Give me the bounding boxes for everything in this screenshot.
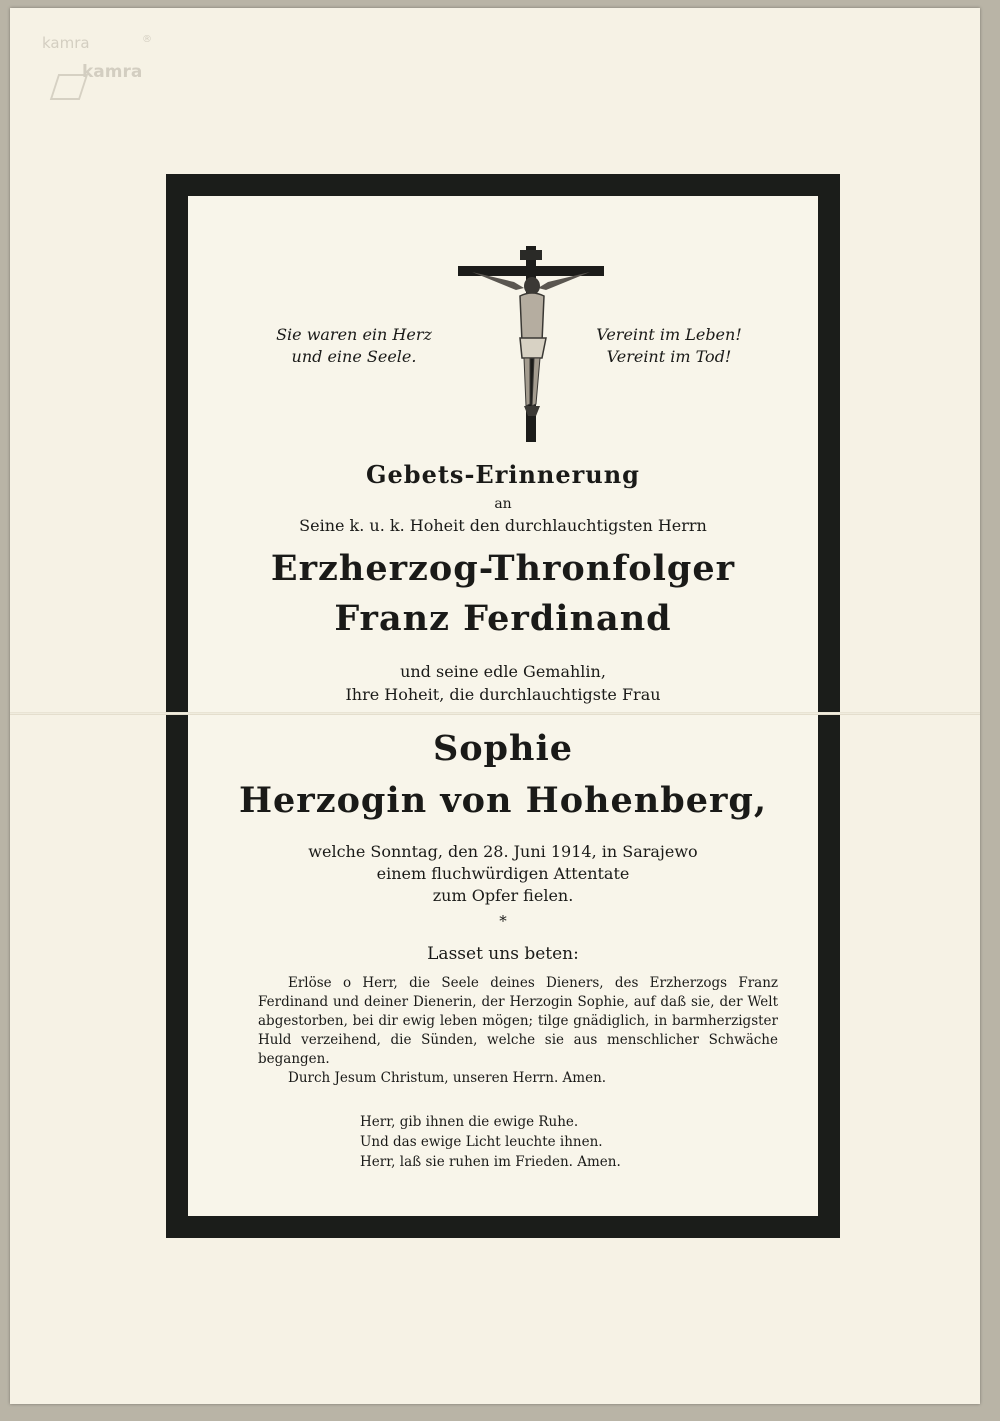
watermark-main-text: kamra [82,62,143,82]
mourning-border-frame [166,174,840,1238]
watermark-top-text: kamra [42,34,90,52]
closing-line-3: Herr, laß sie ruhen im Frieden. Amen. [360,1154,621,1170]
prayer-heading: Lasset uns beten: [427,944,579,964]
left-verse-line-1: Sie waren ein Herz [276,325,432,344]
kamra-watermark [42,34,162,124]
card-heading: Gebets-Erinnerung [366,460,640,489]
prayer-ending: Durch Jesum Christum, unseren Herrn. Amen. [288,1070,607,1086]
watermark-registered-mark: ® [142,34,152,45]
closing-line-2: Und das ewige Licht leuchte ihnen. [360,1134,603,1150]
left-verse [264,324,444,368]
right-verse [574,324,764,368]
name-line-duchess: Herzogin von Hohenberg, [238,780,768,821]
right-verse-line-2: Vereint im Tod! [606,347,732,366]
closing-line-1: Herr, gib ihnen die ewige Ruhe. [360,1114,579,1130]
attack-line: einem fluchwürdigen Attentate [376,864,630,883]
right-verse-line-1: Vereint im Leben! [596,325,742,344]
consort-title-line: Ihre Hoheit, die durchlauchtigste Frau [345,685,661,704]
memorial-card-sheet [10,8,980,1404]
consort-intro-line: und seine edle Gemahlin, [400,662,606,681]
prayer-body: Erlöse o Herr, die Seele deines Dieners, des Erzherzogs Franz Ferdinand und deiner Dienerin, der Herzogin Sophie, auf daß sie, der Welt abgestorben, bei dir ewig leben mögen; tilge gnädiglich, in barmherzigster Huld verzeihend, die Sünden, welche sie aus menschlicher Schwäche begangen. [258,975,778,1067]
victims-line: zum Opfer fielen. [432,886,574,905]
name-line-archduke: Erzherzog-Thronfolger [270,548,736,589]
title-line: Seine k. u. k. Hoheit den durchlauchtigsten Herrn [299,516,707,535]
prayer-text [258,974,778,1088]
name-line-sophie: Sophie [432,728,574,769]
date-place-line: welche Sonntag, den 28. Juni 1914, in Sarajewo [308,842,698,861]
closing-verses [360,1112,621,1172]
an-line: an [494,496,512,512]
asterisk-divider: * [499,912,507,930]
card-content [188,196,818,1216]
left-verse-line-2: und eine Seele. [291,347,417,366]
name-line-franz-ferdinand: Franz Ferdinand [334,598,672,639]
